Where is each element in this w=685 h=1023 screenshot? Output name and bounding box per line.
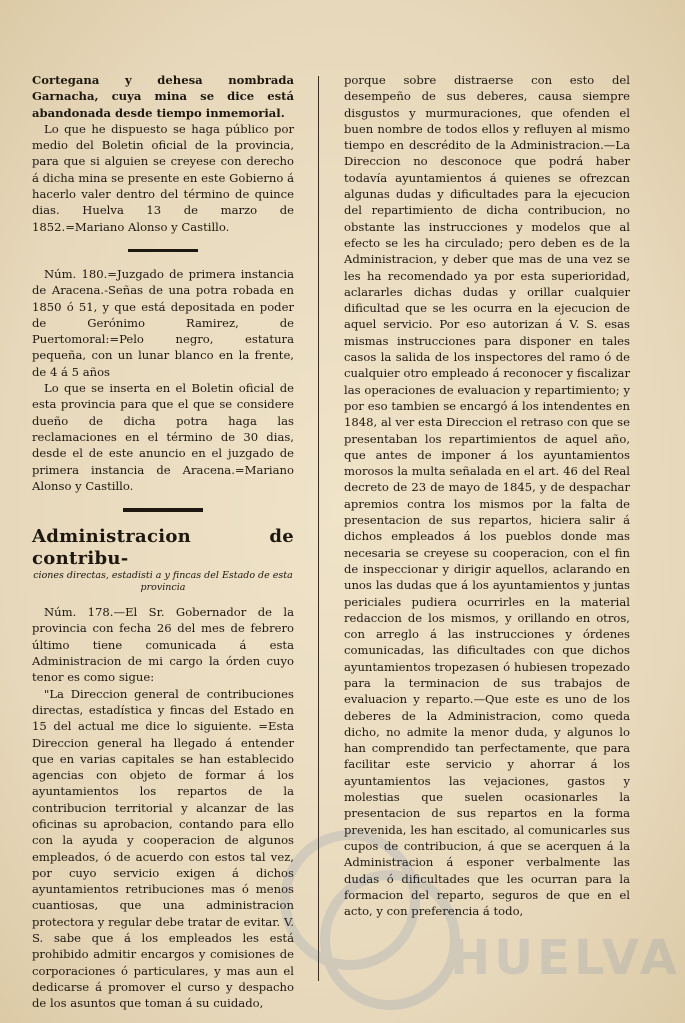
watermark-text: HUELVA xyxy=(450,930,681,986)
separator-rule xyxy=(128,249,198,252)
left-para-6: "La Direccion general de contribuciones directas, estadística y fincas del Estado en 15 del actual me dice lo siguiente. =Esta Direccion general ha llegado á entender que en varias capitales se han establecido agencias con objeto de formar á los ayuntamientos los repartos de la contribucion territorial y alcanzar de las oficinas su aprobacion, contando para ello con la ayuda y cooperacion de algunos empleados, ó de acuerdo con estos tal vez, por cuyo servicio exigen á dichos ayuntamientos retribuciones mas ó menos cuantiosas, que una administracion protectora y regular debe tratar de evitar. V. S. sabe que á los empleados les está prohibido admitir encargos y comisiones de corporaciones ó particulares, y mas aun el dedicarse á promover el curso y despacho de los asuntos que toman á su cuidado, xyxy=(32,686,294,1011)
left-para-3: Núm. 180.=Juzgado de primera instancia de Aracena.-Señas de una potra robada en 1850 ó 51, y que está depositada en poder de Gerónimo Ramirez, de Puertomoral:=Pelo negro, estatura pequeña, con un lunar blanco en la frente, de 4 á 5 años xyxy=(32,266,294,379)
separator-rule xyxy=(123,508,203,512)
left-para-5: Núm. 178.—El Sr. Gobernador de la provincia con fecha 26 del mes de febrero último tiene comunicada á esta Administracion de mi cargo la órden cuyo tenor es como sigue: xyxy=(32,605,294,685)
left-para-1: Cortegana y dehesa nombrada Garnacha, cuya mina se dice está abandonada desde tiempo inmemorial. xyxy=(32,73,294,120)
section-subheading: ciones directas, estadisti a y fincas del Estado de esta provincia xyxy=(33,570,293,594)
right-column xyxy=(344,72,630,919)
column-divider xyxy=(318,76,319,981)
left-column xyxy=(32,72,294,1012)
left-para-2: Lo que he dispuesto se haga público por medio del Boletin oficial de la provincia, para que si alguien se creyese con derecho á dicha mina se presente en este Gobierno á hacerlo valer dentro del término de quince dias. Huelva 13 de marzo de 1852.=Mariano Alonso y Castillo. xyxy=(32,121,294,234)
right-para-1: porque sobre distraerse con esto del desempeño de sus deberes, causa siempre disgustos y murmuraciones, que ofenden el buen nombre de todos ellos y refluyen al mismo tiempo en descrédito de la Administracion.—La Direccion no desconoce que podrá haber todavía ayuntamientos á quienes se ofrezcan algunas dudas y dificultades para la ejecucion del repartimiento de dicha contribucion, no obstante las instrucciones y modelos que al efecto se les ha circulado; pero deben es de la Administracion, y deber que mas de una vez se les ha recomendado ya por esta superioridad, aclararles dichas dudas y orillar cualquier dificultad que se les ocurra en la ejecucion de aquel servicio. Por eso autorizan á V. S. esas mismas instrucciones para disponer en tales casos la salida de los inspectores del ramo ó de cualquier otro empleado á reconocer y fiscalizar las operaciones de evaluacion y repartimiento; y por eso tambien se encargó á los intendentes en 1848, al ver esta Direccion el retraso con que se presentaban los repartimientos de aquel año, que antes de imponer á los ayuntamientos morosos la multa señalada en el art. 46 del Real decreto de 23 de mayo de 1845, y de despachar apremios contra los mismos por la falta de presentacion de sus repartos, hiciera salir á dichos empleados á los pueblos donde mas necesaria se creyese su cooperacion, con el fin de inspeccionar y dirigir aquellos, aclarando en unos las dudas que á los ayuntamientos y juntas periciales pudiera ocurrirles en la material redaccion de los mismos, y orillando en otros, con arreglo á las instrucciones y órdenes comunicadas, las dificultades con que dichos ayuntamientos tropezasen ó hubiesen tropezado para la terminacion de sus trabajos de evaluacion y reparto.—Que este es uno de los deberes de la Administracion, como queda dicho, no admite la menor duda, y algunos lo han comprendido tan perfectamente, que para facilitar este servicio y ahorrar á los ayuntamientos las vejaciones, gastos y molestias que suelen ocasionarles la presentacion de sus repartos en la forma prevenida, les han escitado, al comunicarles sus cupos de contribucion, á que se acerquen á la Administracion á esponer verbalmente las dudas ó dificultades que les ocurran para la formacion del reparto, seguros de que en el acto, y con preferencia á todo, xyxy=(344,73,630,919)
left-para-4: Lo que se inserta en el Boletin oficial de esta provincia para que el que se considere dueño de dicha potra haga las reclamaciones en el término de 30 dias, desde el de este anuncio en el juzgado de primera instancia de Aracena.=Mariano Alonso y Castillo. xyxy=(32,381,294,493)
section-heading: Administracion de contribu- xyxy=(32,526,294,570)
